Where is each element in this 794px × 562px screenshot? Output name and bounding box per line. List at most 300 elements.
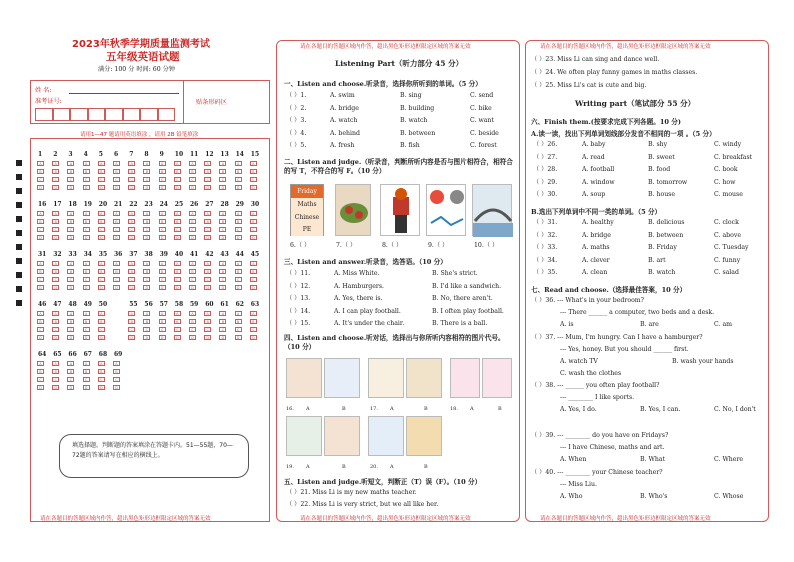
answer-bubble[interactable]: B (98, 169, 105, 174)
answer-bubble[interactable]: B (52, 319, 59, 324)
phonics-option-a[interactable]: A. soup (582, 191, 606, 198)
phonics-option-b[interactable]: B. sweet (648, 153, 675, 161)
answer-bubble[interactable]: D (128, 185, 135, 190)
answer-bubble[interactable]: C (52, 277, 59, 282)
answer-bubble[interactable]: B (113, 219, 120, 224)
answer-bubble[interactable]: D (174, 285, 181, 290)
answer-bubble[interactable]: D (37, 385, 44, 390)
answer-bubble[interactable]: C (98, 277, 105, 282)
odd-option-b[interactable]: B. watch (648, 269, 676, 276)
answer-bubble[interactable]: D (219, 335, 226, 340)
answer-bubble[interactable]: D (98, 235, 105, 240)
answer-bubble[interactable]: B (174, 169, 181, 174)
answer-bubble[interactable]: C (37, 377, 44, 382)
answer-bubble[interactable]: B (113, 269, 120, 274)
answer-bubble[interactable]: C (113, 227, 120, 232)
answer-bubble[interactable]: A (235, 161, 242, 166)
s2-blank[interactable]: 6.（ ） (290, 242, 311, 249)
answer-bubble[interactable]: A (52, 211, 59, 216)
answer-bubble[interactable]: C (67, 377, 74, 382)
answer-bubble[interactable]: C (159, 177, 166, 182)
answer-bubble[interactable]: C (159, 277, 166, 282)
answer-bubble[interactable]: C (52, 327, 59, 332)
question-option[interactable]: A. When (560, 456, 587, 463)
s1-option-b[interactable]: B. building (400, 104, 435, 112)
answer-bubble[interactable]: D (219, 285, 226, 290)
answer-bubble[interactable]: C (37, 177, 44, 182)
s4-label[interactable]: 16. (286, 406, 294, 412)
s4-label[interactable]: B (342, 406, 346, 412)
s4-label[interactable]: B (424, 406, 428, 412)
answer-bubble[interactable]: C (67, 227, 74, 232)
answer-bubble[interactable]: B (189, 219, 196, 224)
answer-bubble[interactable]: D (250, 335, 257, 340)
answer-bubble[interactable]: A (189, 211, 196, 216)
answer-bubble[interactable]: C (250, 277, 257, 282)
odd-option-a[interactable]: A. clever (582, 256, 610, 264)
bubble-grid[interactable] (37, 151, 267, 401)
answer-bubble[interactable]: C (159, 327, 166, 332)
answer-bubble[interactable]: B (128, 269, 135, 274)
answer-bubble[interactable]: A (52, 311, 59, 316)
answer-bubble[interactable]: D (67, 285, 74, 290)
answer-bubble[interactable]: C (143, 327, 150, 332)
answer-bubble[interactable]: C (189, 227, 196, 232)
answer-bubble[interactable]: D (204, 235, 211, 240)
answer-bubble[interactable]: A (189, 311, 196, 316)
answer-bubble[interactable]: D (98, 285, 105, 290)
answer-bubble[interactable]: A (83, 211, 90, 216)
s4-label[interactable]: A (390, 406, 394, 412)
answer-bubble[interactable]: A (128, 261, 135, 266)
answer-bubble[interactable]: B (128, 219, 135, 224)
answer-bubble[interactable]: D (37, 185, 44, 190)
s1-option-a[interactable]: A. swim (330, 92, 355, 99)
answer-bubble[interactable]: C (174, 177, 181, 182)
answer-bubble[interactable]: D (37, 235, 44, 240)
answer-bubble[interactable]: C (189, 277, 196, 282)
answer-bubble[interactable]: C (204, 327, 211, 332)
answer-bubble[interactable]: B (37, 369, 44, 374)
answer-bubble[interactable]: C (83, 177, 90, 182)
answer-bubble[interactable]: A (174, 261, 181, 266)
answer-bubble[interactable]: B (83, 369, 90, 374)
s1-option-c[interactable]: C. forest (470, 142, 497, 149)
phonics-option-a[interactable]: A. football (582, 166, 615, 173)
phonics-option-c[interactable]: C. how (714, 178, 736, 186)
answer-bubble[interactable]: C (235, 177, 242, 182)
answer-bubble[interactable]: A (250, 161, 257, 166)
phonics-option-c[interactable]: C. breakfast (714, 153, 753, 161)
answer-bubble[interactable]: D (113, 285, 120, 290)
answer-bubble[interactable]: B (174, 219, 181, 224)
answer-bubble[interactable]: B (219, 169, 226, 174)
answer-bubble[interactable]: A (250, 261, 257, 266)
answer-bubble[interactable]: D (174, 185, 181, 190)
question-option[interactable]: C. wash the clothes (560, 370, 622, 377)
answer-bubble[interactable]: B (37, 169, 44, 174)
answer-bubble[interactable]: C (67, 177, 74, 182)
s4-label[interactable]: 18. (450, 406, 458, 412)
answer-bubble[interactable]: C (204, 177, 211, 182)
question-option[interactable]: A. is (560, 321, 574, 328)
answer-bubble[interactable]: D (98, 185, 105, 190)
answer-bubble[interactable]: A (83, 311, 90, 316)
answer-bubble[interactable]: B (204, 269, 211, 274)
answer-bubble[interactable]: B (98, 269, 105, 274)
s3-option-b[interactable]: B. I'd like a sandwich. (432, 282, 502, 290)
answer-bubble[interactable]: B (67, 269, 74, 274)
answer-bubble[interactable]: D (128, 285, 135, 290)
answer-bubble[interactable]: B (204, 219, 211, 224)
answer-bubble[interactable]: C (143, 177, 150, 182)
s4-label[interactable]: A (470, 406, 474, 412)
question-option[interactable]: C. Where (714, 456, 744, 463)
answer-bubble[interactable]: C (52, 227, 59, 232)
phonics-option-a[interactable]: A. window (582, 178, 615, 186)
answer-bubble[interactable]: A (235, 261, 242, 266)
s1-option-a[interactable]: A. watch (330, 117, 358, 124)
answer-bubble[interactable]: A (250, 311, 257, 316)
question-option[interactable]: B. What (640, 456, 666, 463)
answer-bubble[interactable]: C (113, 377, 120, 382)
answer-bubble[interactable]: C (98, 377, 105, 382)
s2-blank[interactable]: 8.（ ） (382, 242, 403, 249)
answer-bubble[interactable]: A (98, 161, 105, 166)
phonics-option-c[interactable]: C. windy (714, 141, 742, 148)
odd-option-b[interactable]: B. Friday (648, 244, 677, 251)
answer-bubble[interactable]: C (83, 277, 90, 282)
answer-bubble[interactable]: B (250, 269, 257, 274)
answer-bubble[interactable]: C (83, 227, 90, 232)
answer-bubble[interactable]: D (189, 335, 196, 340)
answer-bubble[interactable]: A (159, 211, 166, 216)
answer-bubble[interactable]: A (219, 311, 226, 316)
s3-option-b[interactable]: B. I often play football. (432, 307, 504, 315)
answer-bubble[interactable]: A (98, 261, 105, 266)
answer-bubble[interactable]: C (143, 277, 150, 282)
answer-bubble[interactable]: A (52, 261, 59, 266)
answer-bubble[interactable]: C (83, 377, 90, 382)
odd-option-c[interactable]: C. Tuesday (714, 244, 749, 251)
answer-bubble[interactable]: B (113, 169, 120, 174)
answer-bubble[interactable]: D (189, 235, 196, 240)
answer-bubble[interactable]: A (159, 161, 166, 166)
answer-bubble[interactable]: A (83, 161, 90, 166)
answer-bubble[interactable]: A (67, 311, 74, 316)
answer-bubble[interactable]: D (143, 335, 150, 340)
answer-bubble[interactable]: D (189, 185, 196, 190)
s3-option-b[interactable]: B. There is a ball. (432, 320, 488, 327)
answer-bubble[interactable]: C (219, 277, 226, 282)
odd-option-a[interactable]: A. clean (582, 269, 608, 276)
answer-bubble[interactable]: D (113, 235, 120, 240)
answer-bubble[interactable]: A (174, 311, 181, 316)
phonics-option-b[interactable]: B. shy (648, 141, 668, 148)
answer-bubble[interactable]: C (174, 227, 181, 232)
answer-bubble[interactable]: D (67, 335, 74, 340)
s1-option-c[interactable]: C. send (470, 92, 494, 99)
answer-bubble[interactable]: C (159, 227, 166, 232)
odd-option-a[interactable]: A. bridge (582, 231, 611, 239)
answer-bubble[interactable]: A (204, 311, 211, 316)
answer-bubble[interactable]: B (159, 219, 166, 224)
answer-bubble[interactable]: D (52, 385, 59, 390)
answer-bubble[interactable]: C (98, 177, 105, 182)
odd-option-b[interactable]: B. between (648, 231, 684, 239)
answer-bubble[interactable]: C (235, 277, 242, 282)
answer-bubble[interactable]: D (189, 285, 196, 290)
answer-bubble[interactable]: D (174, 335, 181, 340)
odd-option-a[interactable]: A. healthy (582, 219, 614, 226)
answer-bubble[interactable]: A (98, 361, 105, 366)
question-option[interactable]: A. Who (560, 493, 583, 500)
answer-bubble[interactable]: D (235, 285, 242, 290)
answer-bubble[interactable]: B (52, 369, 59, 374)
answer-bubble[interactable]: B (189, 319, 196, 324)
answer-bubble[interactable]: B (143, 219, 150, 224)
s4-label[interactable]: 19. (286, 464, 294, 470)
answer-bubble[interactable]: B (83, 219, 90, 224)
answer-bubble[interactable]: D (67, 235, 74, 240)
odd-option-b[interactable]: B. art (648, 256, 666, 264)
odd-option-a[interactable]: A. maths (582, 244, 610, 251)
answer-bubble[interactable]: D (250, 285, 257, 290)
answer-bubble[interactable]: D (219, 235, 226, 240)
answer-bubble[interactable]: D (143, 235, 150, 240)
answer-bubble[interactable]: D (250, 185, 257, 190)
answer-bubble[interactable]: B (98, 219, 105, 224)
phonics-option-b[interactable]: B. tomorrow (648, 178, 688, 186)
answer-bubble[interactable]: D (83, 335, 90, 340)
answer-bubble[interactable]: A (67, 261, 74, 266)
answer-bubble[interactable]: A (204, 261, 211, 266)
s1-option-a[interactable]: A. fresh (330, 142, 355, 149)
answer-bubble[interactable]: A (128, 311, 135, 316)
answer-bubble[interactable]: D (159, 335, 166, 340)
odd-option-c[interactable]: C. clock (714, 219, 739, 226)
s1-option-a[interactable]: A. behind (330, 129, 360, 137)
answer-bubble[interactable]: D (235, 335, 242, 340)
answer-bubble[interactable]: A (83, 261, 90, 266)
answer-bubble[interactable]: C (143, 227, 150, 232)
answer-bubble[interactable]: A (143, 261, 150, 266)
answer-bubble[interactable]: A (204, 161, 211, 166)
answer-bubble[interactable]: D (159, 185, 166, 190)
answer-bubble[interactable]: A (159, 311, 166, 316)
answer-bubble[interactable]: C (204, 227, 211, 232)
answer-bubble[interactable]: D (204, 335, 211, 340)
s4-label[interactable]: A (390, 464, 394, 470)
answer-bubble[interactable]: B (235, 219, 242, 224)
answer-bubble[interactable]: C (37, 277, 44, 282)
answer-bubble[interactable]: C (67, 327, 74, 332)
phonics-option-a[interactable]: A. read (582, 153, 605, 161)
answer-bubble[interactable]: C (128, 277, 135, 282)
s1-option-b[interactable]: B. fish (400, 142, 420, 149)
answer-bubble[interactable]: B (67, 319, 74, 324)
answer-bubble[interactable]: A (113, 161, 120, 166)
answer-bubble[interactable]: C (52, 177, 59, 182)
s1-option-a[interactable]: A. bridge (330, 104, 359, 112)
answer-bubble[interactable]: B (250, 169, 257, 174)
answer-bubble[interactable]: B (98, 369, 105, 374)
s1-option-c[interactable]: C. want (470, 117, 494, 124)
answer-bubble[interactable]: D (174, 235, 181, 240)
s2-blank[interactable]: 7.（ ） (336, 242, 357, 249)
question-option[interactable]: B. Who's (640, 493, 668, 500)
answer-bubble[interactable]: D (128, 335, 135, 340)
answer-bubble[interactable]: C (174, 277, 181, 282)
answer-bubble[interactable]: B (113, 369, 120, 374)
answer-bubble[interactable]: D (52, 235, 59, 240)
answer-bubble[interactable]: B (128, 319, 135, 324)
answer-bubble[interactable]: B (250, 219, 257, 224)
answer-bubble[interactable]: B (37, 269, 44, 274)
question-option[interactable]: B. wash your hands (672, 358, 734, 365)
s3-option-b[interactable]: B. No, there aren't. (432, 295, 493, 302)
answer-bubble[interactable]: C (189, 327, 196, 332)
answer-bubble[interactable]: C (174, 327, 181, 332)
answer-bubble[interactable]: C (235, 227, 242, 232)
answer-bubble[interactable]: A (37, 211, 44, 216)
answer-bubble[interactable]: D (83, 185, 90, 190)
answer-bubble[interactable]: D (52, 285, 59, 290)
answer-bubble[interactable]: D (235, 235, 242, 240)
answer-bubble[interactable]: A (67, 361, 74, 366)
answer-bubble[interactable]: A (219, 261, 226, 266)
answer-bubble[interactable]: A (52, 361, 59, 366)
answer-bubble[interactable]: D (204, 185, 211, 190)
odd-option-c[interactable]: C. funny (714, 256, 741, 264)
answer-bubble[interactable]: A (67, 161, 74, 166)
s3-option-a[interactable]: A. Miss White. (334, 270, 380, 277)
odd-option-c[interactable]: C. above (714, 231, 741, 239)
answer-bubble[interactable]: D (219, 185, 226, 190)
answer-bubble[interactable]: A (128, 211, 135, 216)
answer-bubble[interactable]: A (143, 211, 150, 216)
answer-bubble[interactable]: D (67, 185, 74, 190)
answer-bubble[interactable]: A (37, 161, 44, 166)
s3-option-a[interactable]: A. It's under the chair. (334, 320, 405, 327)
answer-bubble[interactable]: B (52, 269, 59, 274)
answer-bubble[interactable]: B (83, 169, 90, 174)
s4-label[interactable]: 20. (370, 464, 378, 470)
s1-option-b[interactable]: B. sing (400, 92, 422, 99)
answer-bubble[interactable]: B (67, 169, 74, 174)
question-option[interactable]: A. Yes, I do. (560, 406, 597, 413)
question-option[interactable]: A. watch TV (560, 358, 598, 365)
answer-bubble[interactable]: C (219, 327, 226, 332)
answer-bubble[interactable]: A (143, 311, 150, 316)
answer-bubble[interactable]: D (113, 185, 120, 190)
answer-bubble[interactable]: C (250, 227, 257, 232)
answer-bubble[interactable]: B (37, 219, 44, 224)
s2-blank[interactable]: 10.（ ） (474, 242, 499, 249)
answer-bubble[interactable]: B (189, 169, 196, 174)
answer-bubble[interactable]: C (67, 277, 74, 282)
answer-bubble[interactable]: D (83, 385, 90, 390)
answer-bubble[interactable]: A (219, 211, 226, 216)
answer-bubble[interactable]: D (143, 185, 150, 190)
answer-bubble[interactable]: B (67, 219, 74, 224)
answer-bubble[interactable]: B (235, 319, 242, 324)
answer-bubble[interactable]: C (219, 177, 226, 182)
answer-bubble[interactable]: B (219, 219, 226, 224)
answer-bubble[interactable]: B (98, 319, 105, 324)
answer-bubble[interactable]: A (174, 211, 181, 216)
answer-bubble[interactable]: B (143, 269, 150, 274)
answer-bubble[interactable]: A (189, 261, 196, 266)
answer-bubble[interactable]: A (250, 211, 257, 216)
answer-bubble[interactable]: B (189, 269, 196, 274)
answer-bubble[interactable]: B (83, 269, 90, 274)
question-option[interactable]: C. am (714, 321, 733, 328)
answer-bubble[interactable]: B (204, 169, 211, 174)
answer-bubble[interactable]: B (83, 319, 90, 324)
answer-bubble[interactable]: C (250, 327, 257, 332)
answer-bubble[interactable]: B (219, 319, 226, 324)
answer-bubble[interactable]: D (98, 385, 105, 390)
answer-bubble[interactable]: A (113, 211, 120, 216)
answer-bubble[interactable]: C (128, 327, 135, 332)
answer-bubble[interactable]: A (83, 361, 90, 366)
phonics-option-a[interactable]: A. baby (582, 141, 606, 148)
answer-bubble[interactable]: D (113, 385, 120, 390)
answer-bubble[interactable]: D (235, 185, 242, 190)
answer-bubble[interactable]: A (235, 211, 242, 216)
phonics-option-c[interactable]: C. book (714, 166, 738, 173)
answer-bubble[interactable]: A (128, 161, 135, 166)
answer-bubble[interactable]: B (159, 169, 166, 174)
s4-label[interactable]: A (306, 464, 310, 470)
answer-bubble[interactable]: D (83, 235, 90, 240)
answer-bubble[interactable]: B (159, 319, 166, 324)
answer-bubble[interactable]: A (98, 211, 105, 216)
answer-bubble[interactable]: D (52, 185, 59, 190)
answer-bubble[interactable]: D (98, 335, 105, 340)
name-line[interactable] (69, 93, 179, 94)
answer-bubble[interactable]: C (98, 327, 105, 332)
answer-bubble[interactable]: D (37, 285, 44, 290)
phonics-option-b[interactable]: B. house (648, 191, 676, 198)
answer-bubble[interactable]: D (250, 235, 257, 240)
s3-option-b[interactable]: B. She's strict. (432, 270, 478, 277)
answer-bubble[interactable]: C (113, 177, 120, 182)
answer-bubble[interactable]: B (250, 319, 257, 324)
answer-bubble[interactable]: C (37, 327, 44, 332)
answer-bubble[interactable]: A (159, 261, 166, 266)
question-option[interactable]: C. No, I don't (714, 406, 756, 413)
answer-bubble[interactable]: B (143, 169, 150, 174)
s4-label[interactable]: A (306, 406, 310, 412)
answer-bubble[interactable]: C (189, 177, 196, 182)
question-option[interactable]: B. are (640, 321, 659, 328)
s4-label[interactable]: 17. (370, 406, 378, 412)
answer-bubble[interactable]: A (174, 161, 181, 166)
answer-bubble[interactable]: D (128, 235, 135, 240)
s1-option-b[interactable]: B. watch (400, 117, 428, 124)
answer-bubble[interactable]: A (189, 161, 196, 166)
answer-bubble[interactable]: C (128, 227, 135, 232)
answer-bubble[interactable]: C (235, 327, 242, 332)
answer-bubble[interactable]: B (235, 169, 242, 174)
answer-bubble[interactable]: A (52, 161, 59, 166)
s1-option-b[interactable]: B. between (400, 129, 436, 137)
s1-option-c[interactable]: C. bike (470, 104, 492, 112)
answer-bubble[interactable]: A (67, 211, 74, 216)
answer-bubble[interactable]: C (113, 277, 120, 282)
